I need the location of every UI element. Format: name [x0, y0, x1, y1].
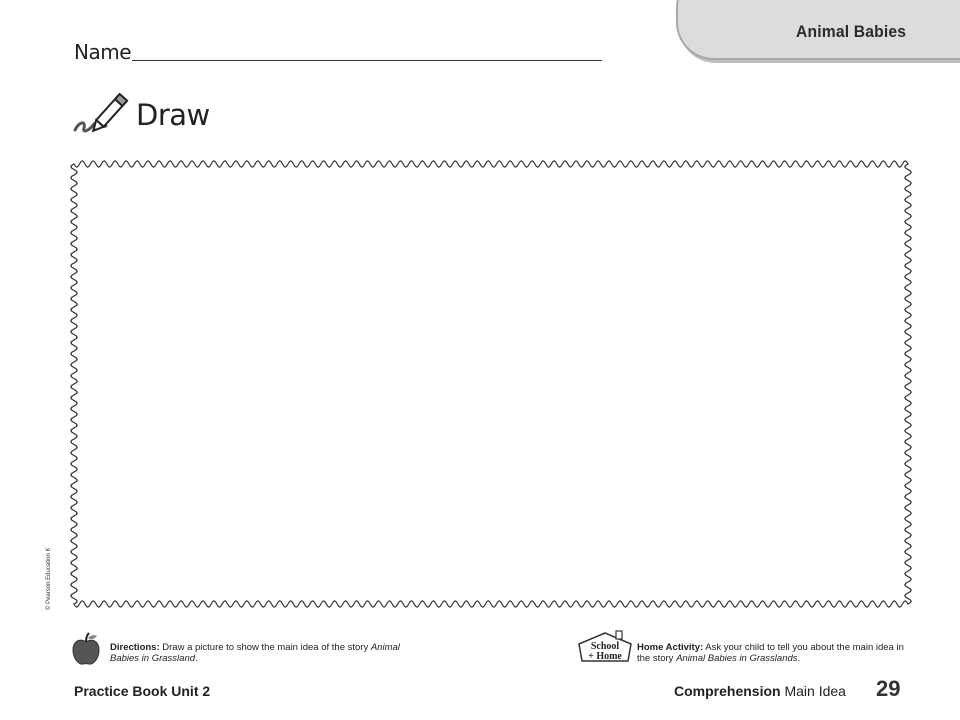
home-activity-label: Home Activity: — [637, 642, 704, 653]
page-number: 29 — [876, 676, 901, 701]
home-activity-body: Ask your child to tell you about the main idea in the story — [637, 642, 904, 664]
footer-skill-bold: Comprehension — [674, 683, 781, 699]
footer-book-unit: Practice Book Unit 2 — [74, 683, 211, 699]
name-line[interactable] — [132, 60, 602, 61]
home-activity-end: . — [797, 653, 801, 664]
footer-skill — [674, 683, 846, 699]
directions-label: Directions: — [110, 642, 160, 653]
drawing-area[interactable] — [68, 158, 914, 610]
school-home-icon-top: School — [590, 641, 620, 652]
copyright-notice: © Pearson Education K — [46, 547, 52, 610]
footer-skill-regular: Main Idea — [784, 683, 846, 699]
directions-story-title: Animal Babies in Grassland — [110, 642, 400, 664]
home-activity-text — [637, 642, 907, 664]
school-home-icon — [576, 630, 634, 664]
header-tab-title: Animal Babies — [796, 22, 907, 41]
name-label: Name — [74, 40, 132, 64]
section-title: Draw — [136, 98, 210, 132]
directions-text — [110, 642, 400, 664]
apple-icon — [71, 632, 101, 666]
school-home-icon-bottom: + Home — [588, 651, 622, 662]
pencil-icon — [72, 84, 136, 136]
home-activity-story-title: Animal Babies in Grasslands — [676, 653, 798, 664]
directions-end: . — [195, 653, 198, 664]
directions-body: Draw a picture to show the main idea of the story — [162, 642, 369, 653]
